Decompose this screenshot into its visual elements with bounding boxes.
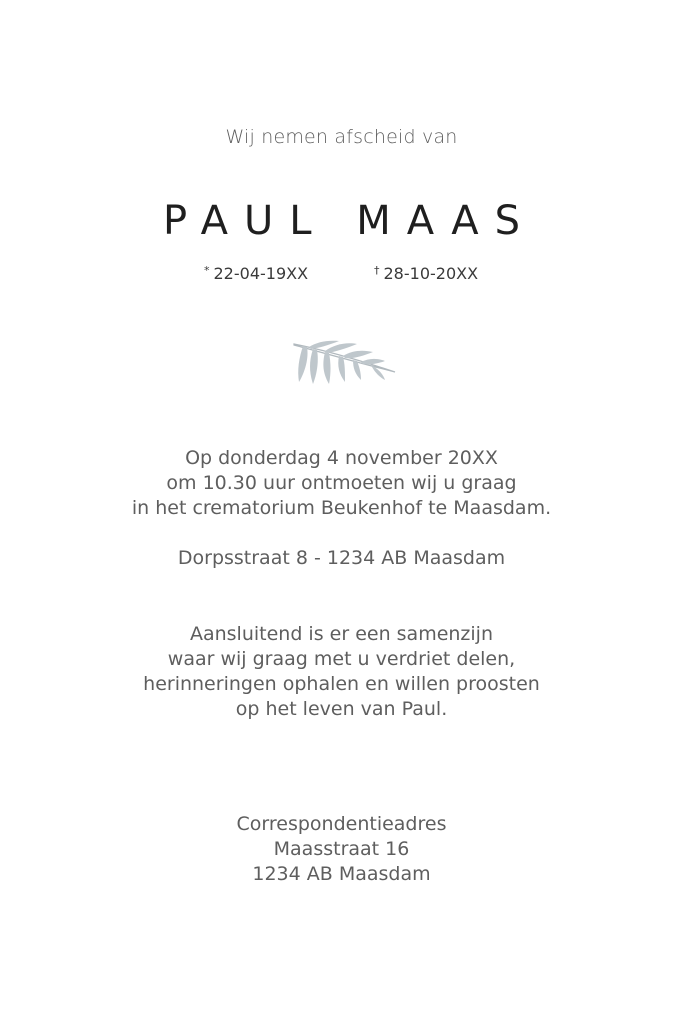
birth-date [204,264,308,283]
birth-date-value: 22-04-19XX [213,264,309,283]
gathering-text [0,622,683,722]
ceremony-details [0,446,683,521]
correspondence-street: Maasstraat 16 [273,838,410,860]
correspondence-address [0,812,683,887]
gathering-line-2: waar wij graag met u verdriet delen, [167,648,516,670]
leaf-branch-icon [289,336,399,396]
death-symbol: † [374,264,380,277]
correspondence-city: 1234 AB Maasdam [252,863,431,885]
death-date [374,264,478,283]
ceremony-line-3: in het crematorium Beukenhof te Maasdam. [131,497,552,519]
gathering-line-4: op het leven van Paul. [235,698,448,720]
intro-text: Wij nemen afscheid van [225,126,458,148]
venue-address: Dorpsstraat 8 - 1234 AB Maasdam [177,547,506,569]
ceremony-line-1: Op donderdag 4 november 20XX [185,447,498,469]
gathering-line-3: herinneringen ophalen en willen proosten [143,673,540,695]
gathering-line-1: Aansluitend is er een samenzijn [189,623,494,645]
deceased-name: PAUL MAAS [163,198,536,244]
correspondence-label: Correspondentieadres [236,813,447,835]
ceremony-line-2: om 10.30 uur ontmoeten wij u graag [166,472,517,494]
birth-symbol: * [204,264,210,277]
death-date-value: 28-10-20XX [383,264,479,283]
